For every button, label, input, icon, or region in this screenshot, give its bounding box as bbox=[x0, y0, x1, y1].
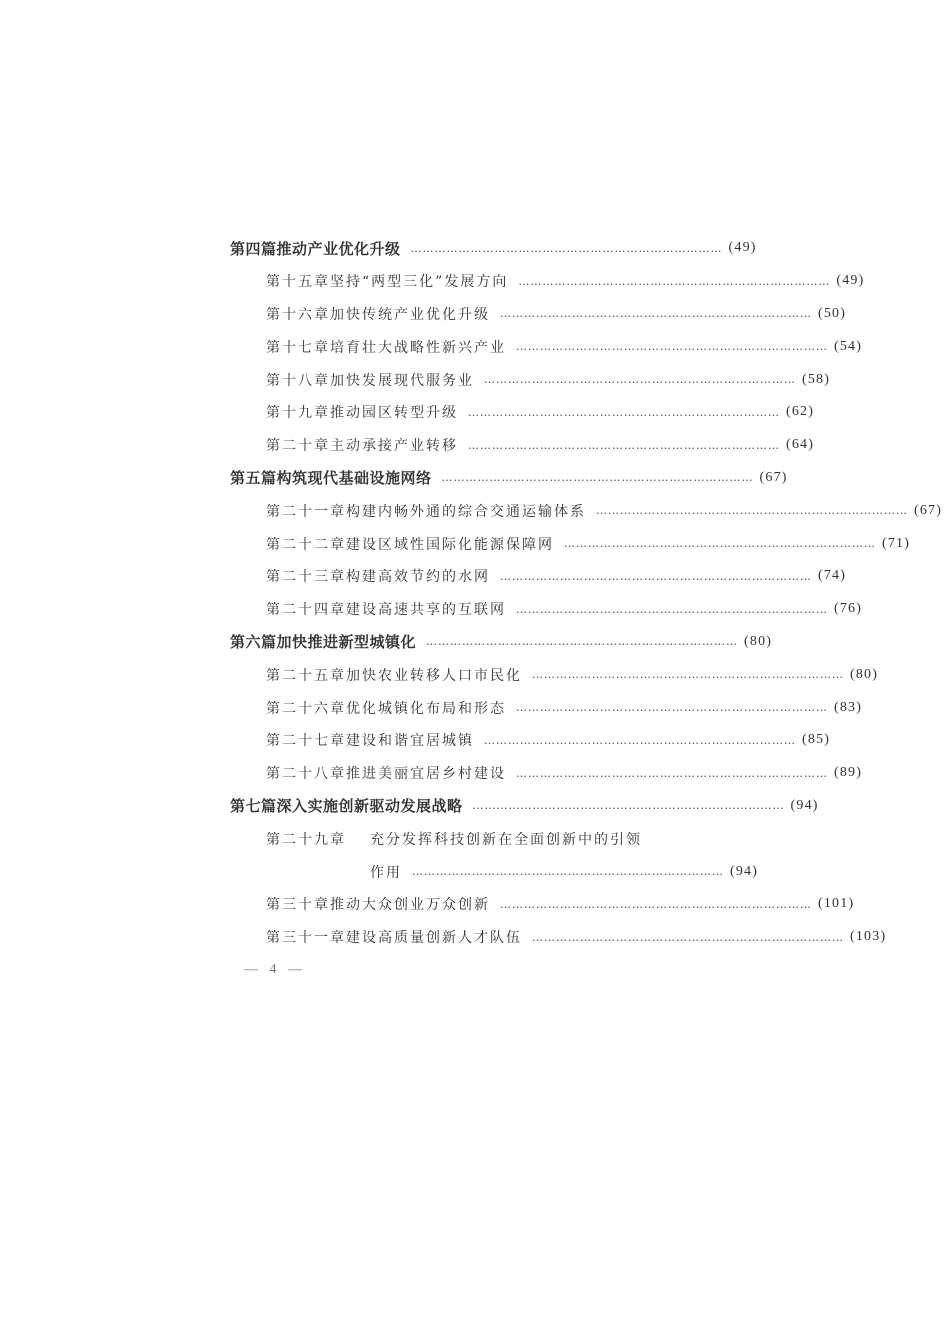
toc-entry-chapter[interactable] bbox=[230, 298, 847, 331]
chapter-number: 第二十三章 bbox=[266, 569, 346, 586]
chapter-number: 第三十一章 bbox=[266, 930, 346, 947]
chapter-number: 第十六章 bbox=[266, 306, 330, 323]
page-reference: (101) bbox=[818, 896, 855, 912]
chapter-number: 第十七章 bbox=[266, 339, 330, 356]
chapter-title: 建设高速共享的互联网 bbox=[346, 602, 506, 619]
part-number: 第六篇 bbox=[230, 633, 277, 652]
chapter-title: 建设高质量创新人才队伍 bbox=[346, 930, 522, 947]
chapter-title-line1: 充分发挥科技创新在全面创新中的引领 bbox=[370, 831, 642, 848]
chapter-title: 构建高效节约的水网 bbox=[346, 569, 490, 586]
dot-leader: …………………………………………………………………… bbox=[472, 799, 785, 813]
toc-entry-chapter-31[interactable] bbox=[230, 921, 887, 954]
page-reference: (58) bbox=[802, 371, 831, 387]
page-reference: (103) bbox=[850, 929, 887, 945]
toc-entry-chapter[interactable] bbox=[230, 757, 863, 790]
chapter-title: 加快发展现代服务业 bbox=[330, 372, 474, 389]
part-title: 推动产业优化升级 bbox=[276, 239, 401, 258]
chapter-title: 建设区域性国际化能源保障网 bbox=[346, 536, 554, 553]
toc-entries bbox=[230, 232, 943, 822]
chapter-number: 第十八章 bbox=[266, 372, 330, 389]
chapter-number: 第二十二章 bbox=[266, 536, 346, 553]
toc-entry-chapter[interactable] bbox=[230, 691, 863, 724]
page-reference: (74) bbox=[818, 568, 847, 584]
dot-leader: …………………………………………………………………… bbox=[441, 471, 754, 485]
dot-leader: …………………………………………………………………… bbox=[484, 373, 796, 387]
chapter-number: 第三十章 bbox=[266, 897, 330, 914]
page-reference: (67) bbox=[914, 502, 943, 518]
page-reference: (49) bbox=[728, 240, 757, 256]
chapter-number: 第十九章 bbox=[266, 405, 330, 422]
chapter-title: 优化城镇化布局和形态 bbox=[346, 700, 506, 717]
dot-leader: …………………………………………………………………… bbox=[516, 701, 828, 715]
toc-entry-chapter-29-continued[interactable] bbox=[230, 855, 759, 888]
dot-leader: …………………………………………………………………… bbox=[532, 668, 844, 682]
chapter-number: 第二十七章 bbox=[266, 733, 346, 750]
chapter-title: 推动园区转型升级 bbox=[330, 405, 458, 422]
toc-entry-part[interactable] bbox=[230, 462, 788, 495]
page-reference: (94) bbox=[790, 797, 819, 813]
chapter-title: 推进美丽宜居乡村建设 bbox=[346, 766, 506, 783]
chapter-title: 构建内畅外通的综合交通运输体系 bbox=[346, 503, 586, 520]
toc-entry-chapter[interactable] bbox=[230, 265, 865, 298]
chapter-title: 推动大众创业万众创新 bbox=[330, 897, 490, 914]
toc-entry-chapter[interactable] bbox=[230, 429, 815, 462]
chapter-title: 培育壮大战略性新兴产业 bbox=[330, 339, 506, 356]
chapter-title: 加快传统产业优化升级 bbox=[330, 306, 490, 323]
toc-entry-chapter[interactable] bbox=[230, 396, 815, 429]
toc-entry-part[interactable] bbox=[230, 626, 773, 659]
dot-leader: …………………………………………………………………… bbox=[596, 504, 908, 518]
toc-entry-part[interactable] bbox=[230, 790, 819, 823]
dot-leader: …………………………………………………………………… bbox=[468, 405, 780, 419]
toc-entry-chapter[interactable] bbox=[230, 724, 831, 757]
page-reference: (49) bbox=[836, 273, 865, 289]
toc-entry-chapter[interactable] bbox=[230, 363, 831, 396]
dot-leader: …………………………………………………………………… bbox=[426, 635, 739, 649]
toc-entry-chapter[interactable] bbox=[230, 560, 847, 593]
dot-leader: …………………………………………………………………… bbox=[516, 766, 828, 780]
dot-leader: …………………………………………………………………… bbox=[500, 307, 812, 321]
toc-entry-part[interactable] bbox=[230, 232, 757, 265]
page-reference: (80) bbox=[850, 666, 879, 682]
table-of-contents bbox=[230, 232, 943, 954]
chapter-title: 加快农业转移人口市民化 bbox=[346, 667, 522, 684]
page-reference: (67) bbox=[759, 469, 788, 485]
dot-leader: …………………………………………………………………… bbox=[412, 865, 724, 879]
chapter-title-line2: 作用 bbox=[370, 864, 402, 881]
chapter-number: 第二十九章 bbox=[266, 831, 346, 848]
page-reference: (64) bbox=[786, 437, 815, 453]
chapter-number: 第二十八章 bbox=[266, 766, 346, 783]
toc-entry-chapter-29[interactable] bbox=[230, 822, 720, 855]
chapter-number: 第二十六章 bbox=[266, 700, 346, 717]
dot-leader: …………………………………………………………………… bbox=[484, 733, 796, 747]
dot-leader: …………………………………………………………………… bbox=[516, 602, 828, 616]
chapter-number: 第二十五章 bbox=[266, 667, 346, 684]
dot-leader: …………………………………………………………………… bbox=[532, 930, 844, 944]
toc-entry-chapter[interactable] bbox=[230, 330, 863, 363]
toc-entry-chapter[interactable] bbox=[230, 527, 911, 560]
part-title: 加快推进新型城镇化 bbox=[276, 633, 417, 652]
chapter-title: 建设和谐宜居城镇 bbox=[346, 733, 474, 750]
dot-leader: …………………………………………………………………… bbox=[516, 340, 828, 354]
dot-leader: …………………………………………………………………… bbox=[518, 274, 831, 288]
chapter-number: 第二十四章 bbox=[266, 602, 346, 619]
page-reference: (62) bbox=[786, 404, 815, 420]
chapter-number: 第二十章 bbox=[266, 438, 330, 455]
chapter-number: 第二十一章 bbox=[266, 503, 346, 520]
page-reference: (76) bbox=[834, 601, 863, 617]
page-reference: (80) bbox=[744, 633, 773, 649]
chapter-title: 主动承接产业转移 bbox=[330, 438, 458, 455]
part-title: 深入实施创新驱动发展战略 bbox=[276, 797, 463, 816]
chapter-title: 坚持“两型三化”发展方向 bbox=[330, 274, 509, 291]
dot-leader: …………………………………………………………………… bbox=[500, 569, 812, 583]
toc-entry-chapter[interactable] bbox=[230, 658, 879, 691]
dot-leader: …………………………………………………………………… bbox=[468, 438, 780, 452]
page-reference: (50) bbox=[818, 305, 847, 321]
part-number: 第五篇 bbox=[230, 469, 277, 488]
page-number-footer: — 4 — bbox=[244, 962, 306, 977]
chapter-number: 第十五章 bbox=[266, 274, 330, 291]
page-reference: (89) bbox=[834, 765, 863, 781]
dot-leader: …………………………………………………………………… bbox=[564, 537, 876, 551]
toc-entry-chapter[interactable] bbox=[230, 593, 863, 626]
part-number: 第七篇 bbox=[230, 797, 277, 816]
dot-leader: …………………………………………………………………… bbox=[500, 897, 812, 911]
page-reference: (94) bbox=[730, 863, 759, 879]
part-number: 第四篇 bbox=[230, 239, 277, 258]
dot-leader: …………………………………………………………………… bbox=[410, 241, 723, 255]
page-reference: (85) bbox=[802, 732, 831, 748]
toc-entry-chapter-30[interactable] bbox=[230, 888, 855, 921]
page-reference: (83) bbox=[834, 699, 863, 715]
page-reference: (71) bbox=[882, 535, 911, 551]
toc-entry-chapter[interactable] bbox=[230, 494, 943, 527]
page-reference: (54) bbox=[834, 338, 863, 354]
part-title: 构筑现代基础设施网络 bbox=[276, 469, 432, 488]
